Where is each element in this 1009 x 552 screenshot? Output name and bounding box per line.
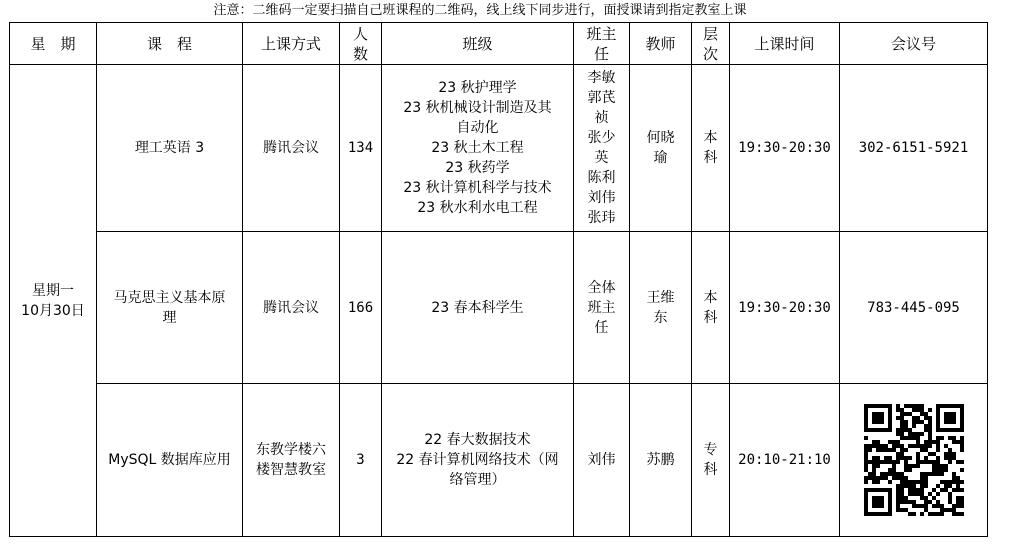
teacher-cell: 何晓瑜 — [630, 65, 692, 232]
meeting-cell: 302-6151-5921 — [840, 65, 988, 232]
classes-cell — [382, 232, 574, 384]
meeting-cell: 783-445-095 — [840, 232, 988, 384]
header-head-teacher: 班主任 — [574, 23, 630, 65]
level-cell: 本科 — [692, 65, 730, 232]
head-teacher-line: 英 — [594, 150, 609, 166]
count-cell: 3 — [340, 384, 382, 537]
notice-text: 注意：二维码一定要扫描自己班课程的二维码，线上线下同步进行，面授课请到指定教室上课 — [213, 3, 747, 18]
mode-cell: 东教学楼六楼智慧教室 — [243, 384, 340, 537]
table-row — [10, 65, 988, 232]
class-line: 23 秋计算机科学与技术 — [403, 180, 552, 196]
head-teacher-line: 刘伟 — [587, 452, 616, 468]
head-teacher-line: 张玮 — [587, 210, 616, 226]
header-teacher: 教师 — [630, 23, 692, 65]
time-cell: 19:30-20:30 — [730, 232, 840, 384]
class-line: 22 春大数据技术 — [424, 432, 531, 448]
header-row — [10, 23, 988, 65]
table-row — [10, 232, 988, 384]
head-teacher-line: 班主 — [587, 299, 616, 316]
head-teacher-line: 任 — [594, 319, 609, 336]
class-line: 23 秋水利水电工程 — [417, 200, 538, 216]
head-teacher-cell — [574, 232, 630, 384]
class-line: 23 秋机械设计制造及其 — [403, 100, 552, 116]
class-line: 络管理） — [449, 472, 506, 488]
head-teacher-cell — [574, 384, 630, 537]
header-count: 人数 — [340, 23, 382, 65]
level-cell: 本科 — [692, 232, 730, 384]
class-line: 22 春计算机网络技术（网 — [396, 452, 559, 468]
time-cell: 20:10-21:10 — [730, 384, 840, 537]
level-cell: 专科 — [692, 384, 730, 537]
class-line: 23 秋药学 — [445, 160, 510, 176]
class-line: 自动化 — [456, 120, 499, 136]
header-time: 上课时间 — [730, 23, 840, 65]
class-line: 23 秋护理学 — [438, 80, 517, 96]
header-day: 星 期 — [10, 23, 97, 65]
head-teacher-line: 郭芪 — [587, 90, 616, 106]
day-cell: 星期一 10月30日 — [10, 65, 97, 537]
head-teacher-line: 李敏 — [587, 70, 616, 86]
header-level: 层次 — [692, 23, 730, 65]
class-line: 23 秋土木工程 — [431, 140, 524, 156]
header-classes: 班级 — [382, 23, 574, 65]
head-teacher-cell — [574, 65, 630, 232]
header-mode: 上课方式 — [243, 23, 340, 65]
classes-cell — [382, 65, 574, 232]
course-schedule-table — [9, 22, 988, 537]
qr-code-image[interactable] — [864, 404, 964, 516]
head-teacher-line: 祯 — [594, 110, 609, 126]
header-course: 课 程 — [97, 23, 243, 65]
head-teacher-line: 全体 — [587, 279, 616, 296]
count-cell: 134 — [340, 65, 382, 232]
head-teacher-line: 张少 — [587, 130, 616, 146]
time-cell: 19:30-20:30 — [730, 65, 840, 232]
table-row — [10, 384, 988, 537]
course-cell: 马克思主义基本原理 — [97, 232, 243, 384]
teacher-cell: 王维东 — [630, 232, 692, 384]
count-cell: 166 — [340, 232, 382, 384]
class-line: 23 春本科学生 — [431, 299, 524, 316]
classes-cell — [382, 384, 574, 537]
mode-cell: 腾讯会议 — [243, 65, 340, 232]
head-teacher-line: 陈利 — [587, 170, 616, 186]
teacher-cell: 苏鹏 — [630, 384, 692, 537]
head-teacher-line: 刘伟 — [587, 190, 616, 206]
course-cell: MySQL 数据库应用 — [97, 384, 243, 537]
meeting-cell — [840, 384, 988, 537]
course-cell: 理工英语 3 — [97, 65, 243, 232]
mode-cell: 腾讯会议 — [243, 232, 340, 384]
header-meeting: 会议号 — [840, 23, 988, 65]
